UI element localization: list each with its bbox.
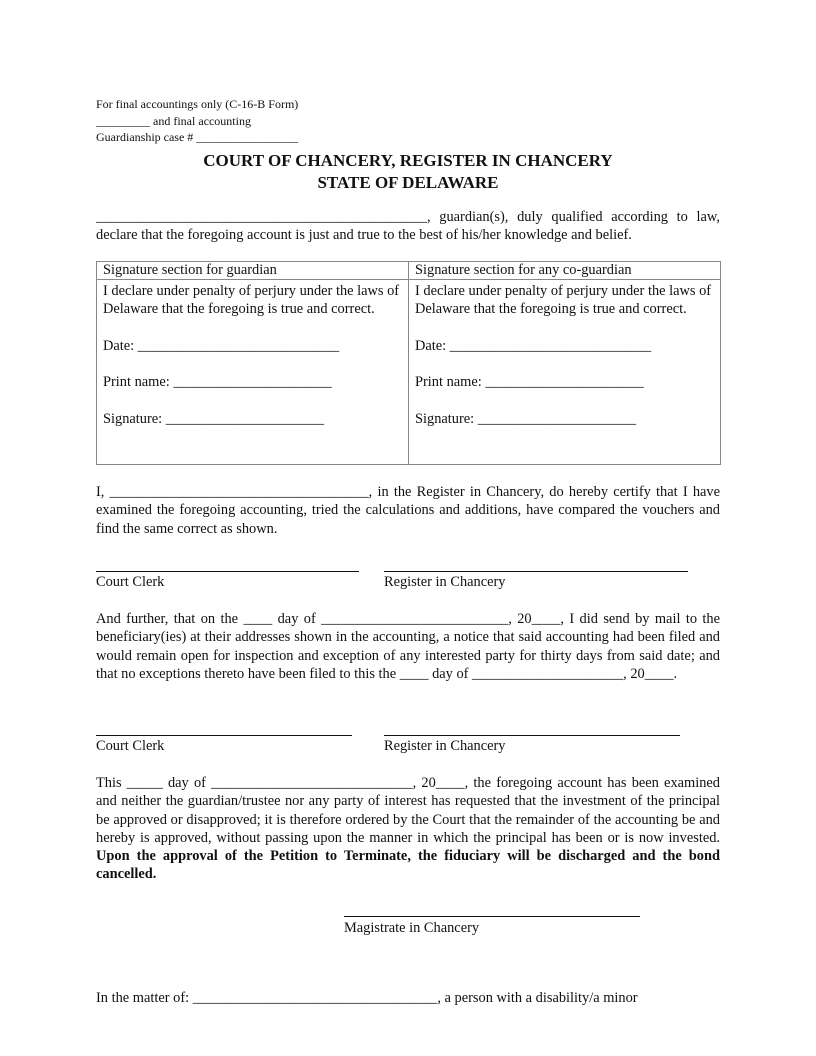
date-field: Date: ____________________________ (415, 337, 652, 354)
discharge-notice: Upon the approval of the Petition to Terminate, the fiduciary will be discharged and the bond cancelled. (96, 848, 720, 883)
title-line-2: STATE OF DELAWARE (317, 173, 499, 192)
page-title (96, 150, 720, 194)
perjury-statement: I declare under penalty of perjury under the laws of Delaware that the foregoing is true and correct. (415, 283, 712, 318)
court-clerk-signature-line (96, 735, 352, 736)
order-text: This _____ day of ____________________________, 20____, the foregoing account has been examined and neither the guardian/trustee nor any party of interest has requested that the investment of the principal be approved or disapproved; it is therefore ordered by the Court that the remainder of the accounting be and hereby is approved, without passing upon the manner in which the principal has been or is now invested. (96, 775, 720, 846)
signature-field: Signature: ______________________ (103, 411, 325, 428)
court-clerk-label: Court Clerk (96, 574, 165, 590)
order-paragraph (96, 774, 720, 884)
register-label: Register in Chancery (384, 574, 506, 590)
form-header (96, 96, 298, 146)
magistrate-signature-line (344, 916, 640, 917)
matter-line: In the matter of: __________________________________, a person with a disability/a minor (96, 990, 638, 1006)
coguardian-column-header: Signature section for any co-guardian (409, 262, 721, 280)
title-line-1: COURT OF CHANCERY, REGISTER IN CHANCERY (203, 151, 613, 170)
case-number-field: Guardianship case # _________________ (96, 130, 299, 144)
court-clerk-signature-line (96, 571, 359, 572)
print-name-field: Print name: ______________________ (415, 374, 644, 391)
guardian-signature-section (97, 280, 409, 465)
court-clerk-label: Court Clerk (96, 738, 165, 754)
coguardian-signature-section (409, 280, 721, 465)
register-signature-line (384, 571, 688, 572)
perjury-statement: I declare under penalty of perjury under the laws of Delaware that the foregoing is true and correct. (103, 283, 400, 318)
print-name-field: Print name: ______________________ (103, 374, 332, 391)
form-type-note: For final accountings only (C-16-B Form) (96, 97, 299, 111)
certification-paragraph: I, ____________________________________, in the Register in Chancery, do hereby certify that I have examined the foregoing accounting, tried the calculations and additions, have compared the vouchers and find the same correct as shown. (96, 484, 720, 537)
guardian-declaration: ______________________________________________, guardian(s), duly qualified according to law, declare that the foregoing account is just and true to the best of his/her knowledge and belief. (96, 209, 720, 244)
register-label: Register in Chancery (384, 738, 506, 754)
register-signature-line (384, 735, 680, 736)
notice-paragraph: And further, that on the ____ day of __________________________, 20____, I did send by mail to the beneficiary(ies) at their addresses shown in the accounting, a notice that said accounting had been filed and would remain open for inspection and exception of any interested party for thirty days from said date; and that no exceptions thereto have been filed to this the ____ day of _____________________, 20____. (96, 611, 720, 682)
signature-field: Signature: ______________________ (415, 411, 637, 428)
accounting-type-field: _________ and final accounting (96, 113, 251, 128)
guardian-column-header: Signature section for guardian (97, 262, 409, 280)
date-field: Date: ____________________________ (103, 337, 340, 354)
signature-table (96, 261, 721, 465)
magistrate-label: Magistrate in Chancery (344, 920, 480, 936)
